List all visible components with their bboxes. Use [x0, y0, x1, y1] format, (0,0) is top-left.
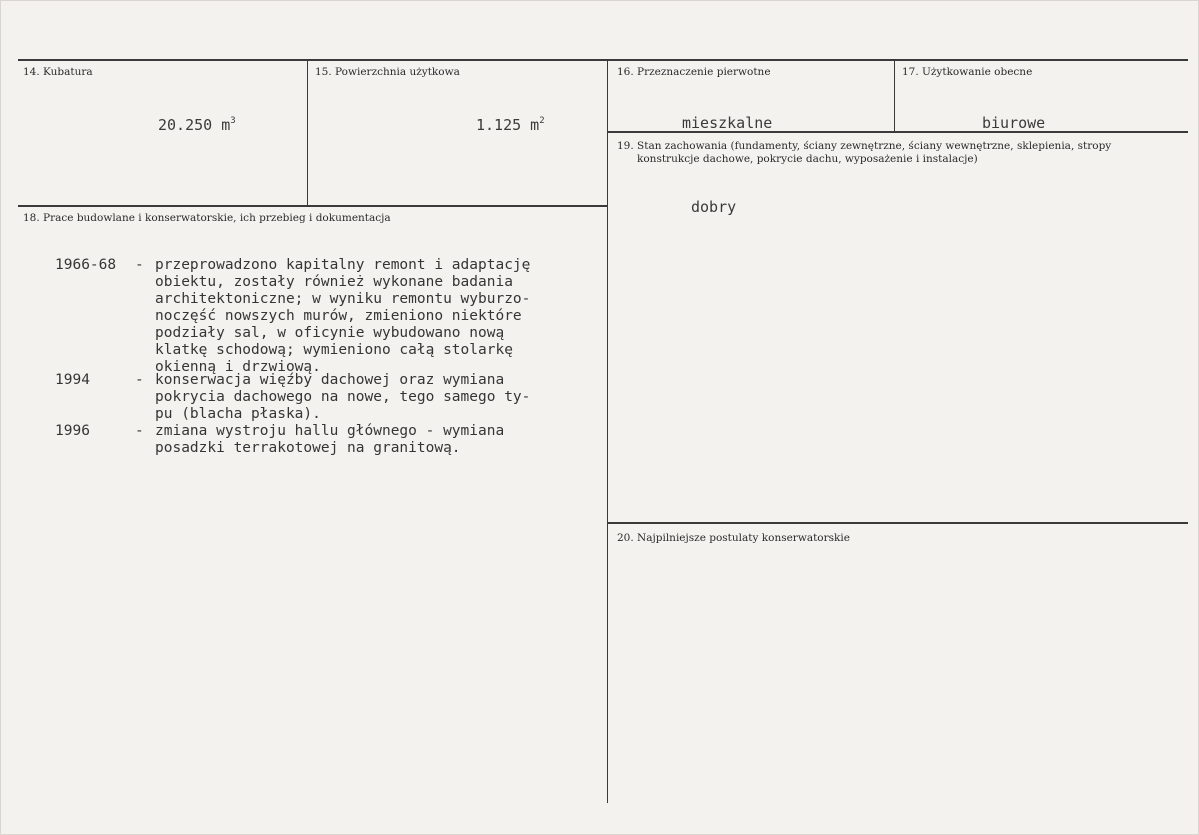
field-15-label: 15. Powierzchnia użytkowa — [315, 66, 460, 78]
field-16-value: mieszkalne — [682, 114, 773, 132]
works-entry-text: przeprowadzono kapitalny remont i adaptację obiektu, zostały również wykonane badania architektoniczne; w wyniku remontu wyburzo- noczęść nowszych murów, zmieniono niektóre podziały sal, w oficynie wybudowano nową klatkę schodową; wymieniono całą stolarkę okienną i drzwiową. — [155, 257, 531, 375]
field-17-label: 17. Użytkowanie obecne — [902, 66, 1033, 78]
field-14-unit-exp: 3 — [230, 116, 236, 126]
field-15-unit-exp: 2 — [539, 116, 545, 126]
field-19-label-line2: konstrukcje dachowe, pokrycie dachu, wyposażenie i instalacje) — [637, 153, 978, 165]
field-20-label: 20. Najpilniejsze postulaty konserwatorskie — [617, 532, 850, 544]
works-entry-year: 1966-68 — [55, 257, 117, 273]
works-entry-dash: - — [135, 257, 144, 273]
field-18-label: 18. Prace budowlane i konserwatorskie, ich przebieg i dokumentacja — [23, 212, 391, 224]
field-17-value: biurowe — [982, 114, 1046, 132]
field-19-label-line1: 19. Stan zachowania (fundamenty, ściany zewnętrzne, ściany wewnętrzne, sklepienia, stropy — [617, 140, 1112, 152]
works-entry — [55, 423, 595, 459]
works-entry — [55, 372, 595, 424]
works-entry-dash: - — [135, 423, 144, 439]
top-rule — [18, 59, 1188, 61]
works-entry — [55, 257, 595, 377]
field-15-value — [476, 116, 545, 134]
field-14-value — [158, 116, 236, 134]
field-14-label: 14. Kubatura — [23, 66, 93, 78]
works-entry-dash: - — [135, 372, 144, 388]
works-entry-text: zmiana wystroju hallu głównego - wymiana posadzki terrakotowej na granitową. — [155, 423, 505, 456]
rule-under-14-15 — [18, 205, 608, 207]
divider-14-15 — [307, 61, 308, 205]
works-entry-text: konserwacja więźby dachowej oraz wymiana pokrycia dachowego na nowe, tego samego ty- pu (blacha płaska). — [155, 372, 531, 422]
field-15-number: 1.125 m — [476, 116, 540, 134]
works-entry-year: 1996 — [55, 423, 90, 439]
field-19-value: dobry — [691, 198, 737, 216]
field-14-number: 20.250 m — [158, 116, 231, 134]
rule-above-20 — [608, 522, 1188, 524]
works-entry-year: 1994 — [55, 372, 90, 388]
field-16-label: 16. Przeznaczenie pierwotne — [617, 66, 771, 78]
divider-15-16 — [607, 61, 608, 803]
divider-16-17 — [894, 61, 895, 131]
